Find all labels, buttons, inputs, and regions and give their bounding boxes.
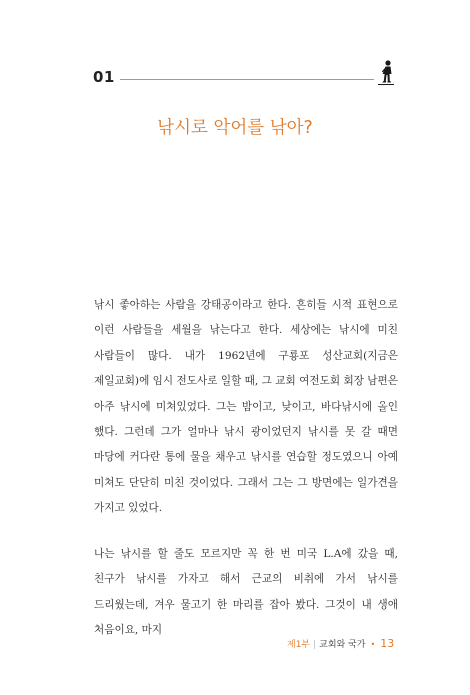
body-paragraph-2: 나는 낚시를 할 줄도 모르지만 꼭 한 번 미국 L.A에 갔을 때, 친구가 낚시를 가자고 해서 근교의 비취에 가서 낚시를 드리웠는데, 겨우 물고기 한 마리를 잡아 봤다. 그것이 내 생애 처음이요, 마지 [94, 548, 398, 637]
footer-separator: | [313, 640, 317, 650]
page-footer [287, 637, 394, 650]
footer-part-label: 제1부 [287, 640, 311, 650]
chapter-number: 01 [93, 68, 115, 86]
footer-section-label: 교회와 국가 [319, 640, 366, 650]
chapter-rule [120, 79, 374, 80]
body-paragraph-1: 낚시 좋아하는 사람을 강태공이라고 한다. 흔히들 시적 표현으로 이런 사람들을 세월을 낚는다고 한다. 세상에는 낚시에 미친 사람들이 많다. 내가 1962년에 구룡포 성산교회(지금은 제일교회)에 임시 전도사로 일할 때, 그 교회 여전도회 회장 남편은 아주 낚시에 미쳐있었다. 그는 밤이고, 낮이고, 바다낚시에 올인 했다. 그런데 그가 얼마나 낚시 광이었던지 낚시를 못 갈 때면 마당에 커다란 통에 물을 채우고 낚시를 연습할 정도였으니 아예 미쳐도 단단히 미친 것이었다. 그래서 그는 그 방면에는 일가견을 가지고 있었다. [94, 299, 398, 515]
chapter-title: 낚시로 악어를 낚아? [157, 118, 313, 138]
footer-dot-icon: • [370, 640, 376, 649]
standing-person-silhouette-icon [376, 60, 396, 88]
page-number: 13 [380, 637, 395, 650]
